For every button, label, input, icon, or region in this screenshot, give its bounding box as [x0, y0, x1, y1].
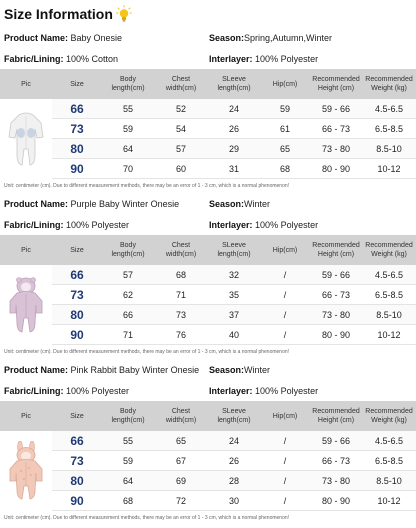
cell-sleeve: 24: [228, 104, 239, 114]
cell-chest: 65: [175, 436, 186, 446]
cell-size: 66: [70, 102, 84, 116]
table-body: [0, 99, 416, 179]
cell-size: 73: [70, 454, 84, 468]
cell-hip: /: [283, 476, 287, 486]
header-body-length: Body length(cm): [111, 408, 145, 424]
cell-hip: 65: [279, 144, 290, 154]
cell-body: 62: [122, 290, 133, 300]
cell-sleeve: 37: [228, 310, 239, 320]
cell-body: 70: [122, 164, 133, 174]
cell-sleeve: 40: [228, 330, 239, 340]
product-label: Product Name:: [4, 199, 69, 209]
season-label: Season:: [209, 199, 245, 209]
cell-chest: 52: [175, 104, 186, 114]
interlayer-value: 100% Polyester: [255, 220, 319, 230]
info-row-product: [4, 194, 416, 214]
table-row: [0, 159, 416, 179]
cell-chest: 67: [175, 456, 186, 466]
cell-body: 59: [122, 124, 133, 134]
cell-hip: 61: [279, 124, 290, 134]
interlayer-value: 100% Polyester: [255, 54, 319, 64]
cell-body: 71: [122, 330, 133, 340]
header-size: Size: [70, 412, 84, 420]
cell-weight: 6.5-8.5: [374, 456, 404, 466]
page-title-text: Size Information: [4, 6, 113, 22]
cell-height: 59 - 66: [321, 104, 351, 114]
size-table: [0, 235, 416, 345]
header-recommended-height: Recommended Height (cm): [312, 242, 360, 258]
cell-height: 66 - 73: [321, 290, 351, 300]
cell-chest: 72: [175, 496, 186, 506]
fabric-value: 100% Cotton: [66, 54, 119, 64]
info-row-fabric: [4, 215, 416, 235]
table-row: [0, 285, 416, 305]
cell-sleeve: 32: [228, 270, 239, 280]
season-value: Winter: [244, 199, 271, 209]
product-picture: [0, 431, 52, 511]
cell-weight: 8.5-10: [376, 144, 402, 154]
measurement-note: Unit: centimeter (cm). Due to different measurement methods, there may be an error of 1 - 3 cm, which is a normal phenomenon!: [4, 515, 290, 521]
cell-height: 73 - 80: [321, 310, 351, 320]
cell-body: 68: [122, 496, 133, 506]
season-value: Winter: [244, 365, 271, 375]
cell-sleeve: 24: [228, 436, 239, 446]
fabric-label: Fabric/Lining:: [4, 220, 64, 230]
cell-body: 64: [122, 144, 133, 154]
cell-size: 73: [70, 288, 84, 302]
cell-weight: 4.5-6.5: [374, 436, 404, 446]
info-row-fabric: [4, 381, 416, 401]
pink-rabbit-onesie-icon: [6, 441, 46, 501]
season-label: Season:: [209, 365, 245, 375]
header-sleeve-length: SLeeve length(cm): [217, 242, 251, 258]
cell-sleeve: 26: [228, 456, 239, 466]
table-row: [0, 119, 416, 139]
cell-sleeve: 26: [228, 124, 239, 134]
cell-chest: 69: [175, 476, 186, 486]
product-name: Baby Onesie: [70, 33, 123, 43]
header-hip: Hip(cm): [272, 246, 298, 254]
header-recommended-weight: Recommended Weight (kg): [365, 76, 413, 92]
table-body: [0, 265, 416, 345]
cell-chest: 71: [175, 290, 186, 300]
header-pic: Pic: [21, 80, 31, 88]
fabric-value: 100% Polyester: [66, 220, 130, 230]
header-recommended-weight: Recommended Weight (kg): [365, 242, 413, 258]
table-row: [0, 99, 416, 119]
measurement-note: Unit: centimeter (cm). Due to different measurement methods, there may be an error of 1 - 3 cm, which is a normal phenomenon!: [4, 183, 290, 189]
cell-weight: 8.5-10: [376, 476, 402, 486]
header-chest-width: Chest width(cm): [165, 408, 197, 424]
info-row-product: [4, 360, 416, 380]
cell-hip: /: [283, 436, 287, 446]
header-recommended-weight: Recommended Weight (kg): [365, 408, 413, 424]
header-size: Size: [70, 80, 84, 88]
header-chest-width: Chest width(cm): [165, 242, 197, 258]
cell-height: 66 - 73: [321, 124, 351, 134]
cell-size: 90: [70, 494, 84, 508]
season-value: Spring,Autumn,Winter: [244, 33, 333, 43]
cell-chest: 73: [175, 310, 186, 320]
cell-hip: /: [283, 290, 287, 300]
product-section-2: [0, 191, 416, 366]
product-name: Pink Rabbit Baby Winter Onesie: [70, 365, 200, 375]
cell-height: 59 - 66: [321, 436, 351, 446]
table-header: [0, 69, 416, 99]
info-row-fabric: [4, 49, 416, 69]
cell-size: 90: [70, 328, 84, 342]
cell-chest: 57: [175, 144, 186, 154]
cell-sleeve: 30: [228, 496, 239, 506]
header-recommended-height: Recommended Height (cm): [312, 408, 360, 424]
cell-height: 66 - 73: [321, 456, 351, 466]
cell-weight: 6.5-8.5: [374, 124, 404, 134]
cell-hip: /: [283, 270, 287, 280]
purple-onesie-icon: [6, 275, 46, 335]
cell-chest: 76: [175, 330, 186, 340]
cell-hip: /: [283, 310, 287, 320]
cell-body: 59: [122, 456, 133, 466]
cell-hip: 68: [279, 164, 290, 174]
white-onesie-icon: [6, 109, 46, 169]
product-picture: [0, 99, 52, 179]
season-label: Season:: [209, 33, 245, 43]
cell-sleeve: 31: [228, 164, 239, 174]
cell-weight: 10-12: [377, 164, 401, 174]
cell-weight: 8.5-10: [376, 310, 402, 320]
measurement-note: Unit: centimeter (cm). Due to different measurement methods, there may be an error of 1 - 3 cm, which is a normal phenomenon!: [4, 349, 290, 355]
product-picture: [0, 265, 52, 345]
page-title: [4, 3, 132, 25]
table-row: [0, 305, 416, 325]
cell-body: 55: [122, 436, 133, 446]
cell-body: 64: [122, 476, 133, 486]
table-header: [0, 235, 416, 265]
table-body: [0, 431, 416, 511]
cell-height: 80 - 90: [321, 164, 351, 174]
interlayer-value: 100% Polyester: [255, 386, 319, 396]
header-recommended-height: Recommended Height (cm): [312, 76, 360, 92]
interlayer-label: Interlayer:: [209, 220, 253, 230]
cell-size: 66: [70, 268, 84, 282]
size-table: [0, 401, 416, 511]
cell-hip: /: [283, 456, 287, 466]
cell-sleeve: 29: [228, 144, 239, 154]
cell-height: 80 - 90: [321, 330, 351, 340]
header-hip: Hip(cm): [272, 80, 298, 88]
cell-weight: 10-12: [377, 496, 401, 506]
cell-size: 90: [70, 162, 84, 176]
size-table: [0, 69, 416, 179]
header-body-length: Body length(cm): [111, 242, 145, 258]
cell-weight: 4.5-6.5: [374, 104, 404, 114]
interlayer-label: Interlayer:: [209, 54, 253, 64]
product-section-1: [0, 25, 416, 200]
product-label: Product Name:: [4, 33, 69, 43]
cell-chest: 60: [175, 164, 186, 174]
info-row-product: [4, 28, 416, 48]
cell-body: 66: [122, 310, 133, 320]
header-pic: Pic: [21, 412, 31, 420]
cell-height: 73 - 80: [321, 144, 351, 154]
cell-body: 55: [122, 104, 133, 114]
interlayer-label: Interlayer:: [209, 386, 253, 396]
cell-size: 66: [70, 434, 84, 448]
fabric-label: Fabric/Lining:: [4, 386, 64, 396]
cell-size: 73: [70, 122, 84, 136]
cell-weight: 4.5-6.5: [374, 270, 404, 280]
cell-height: 80 - 90: [321, 496, 351, 506]
lightbulb-icon: [116, 5, 132, 23]
cell-height: 59 - 66: [321, 270, 351, 280]
cell-sleeve: 28: [228, 476, 239, 486]
product-section-3: [0, 357, 416, 528]
cell-weight: 10-12: [377, 330, 401, 340]
table-row: [0, 325, 416, 345]
table-header: [0, 401, 416, 431]
cell-size: 80: [70, 142, 84, 156]
cell-body: 57: [122, 270, 133, 280]
cell-hip: /: [283, 496, 287, 506]
cell-weight: 6.5-8.5: [374, 290, 404, 300]
cell-hip: 59: [279, 104, 290, 114]
header-chest-width: Chest width(cm): [165, 76, 197, 92]
product-name: Purple Baby Winter Onesie: [70, 199, 180, 209]
header-size: Size: [70, 246, 84, 254]
table-row: [0, 265, 416, 285]
table-row: [0, 431, 416, 451]
cell-height: 73 - 80: [321, 476, 351, 486]
fabric-value: 100% Polyester: [66, 386, 130, 396]
cell-size: 80: [70, 474, 84, 488]
cell-size: 80: [70, 308, 84, 322]
table-row: [0, 491, 416, 511]
cell-sleeve: 35: [228, 290, 239, 300]
table-row: [0, 471, 416, 491]
header-hip: Hip(cm): [272, 412, 298, 420]
header-sleeve-length: SLeeve length(cm): [217, 408, 251, 424]
product-label: Product Name:: [4, 365, 69, 375]
header-pic: Pic: [21, 246, 31, 254]
cell-chest: 54: [175, 124, 186, 134]
table-row: [0, 139, 416, 159]
cell-chest: 68: [175, 270, 186, 280]
fabric-label: Fabric/Lining:: [4, 54, 64, 64]
header-sleeve-length: SLeeve length(cm): [217, 76, 251, 92]
cell-hip: /: [283, 330, 287, 340]
header-body-length: Body length(cm): [111, 76, 145, 92]
table-row: [0, 451, 416, 471]
